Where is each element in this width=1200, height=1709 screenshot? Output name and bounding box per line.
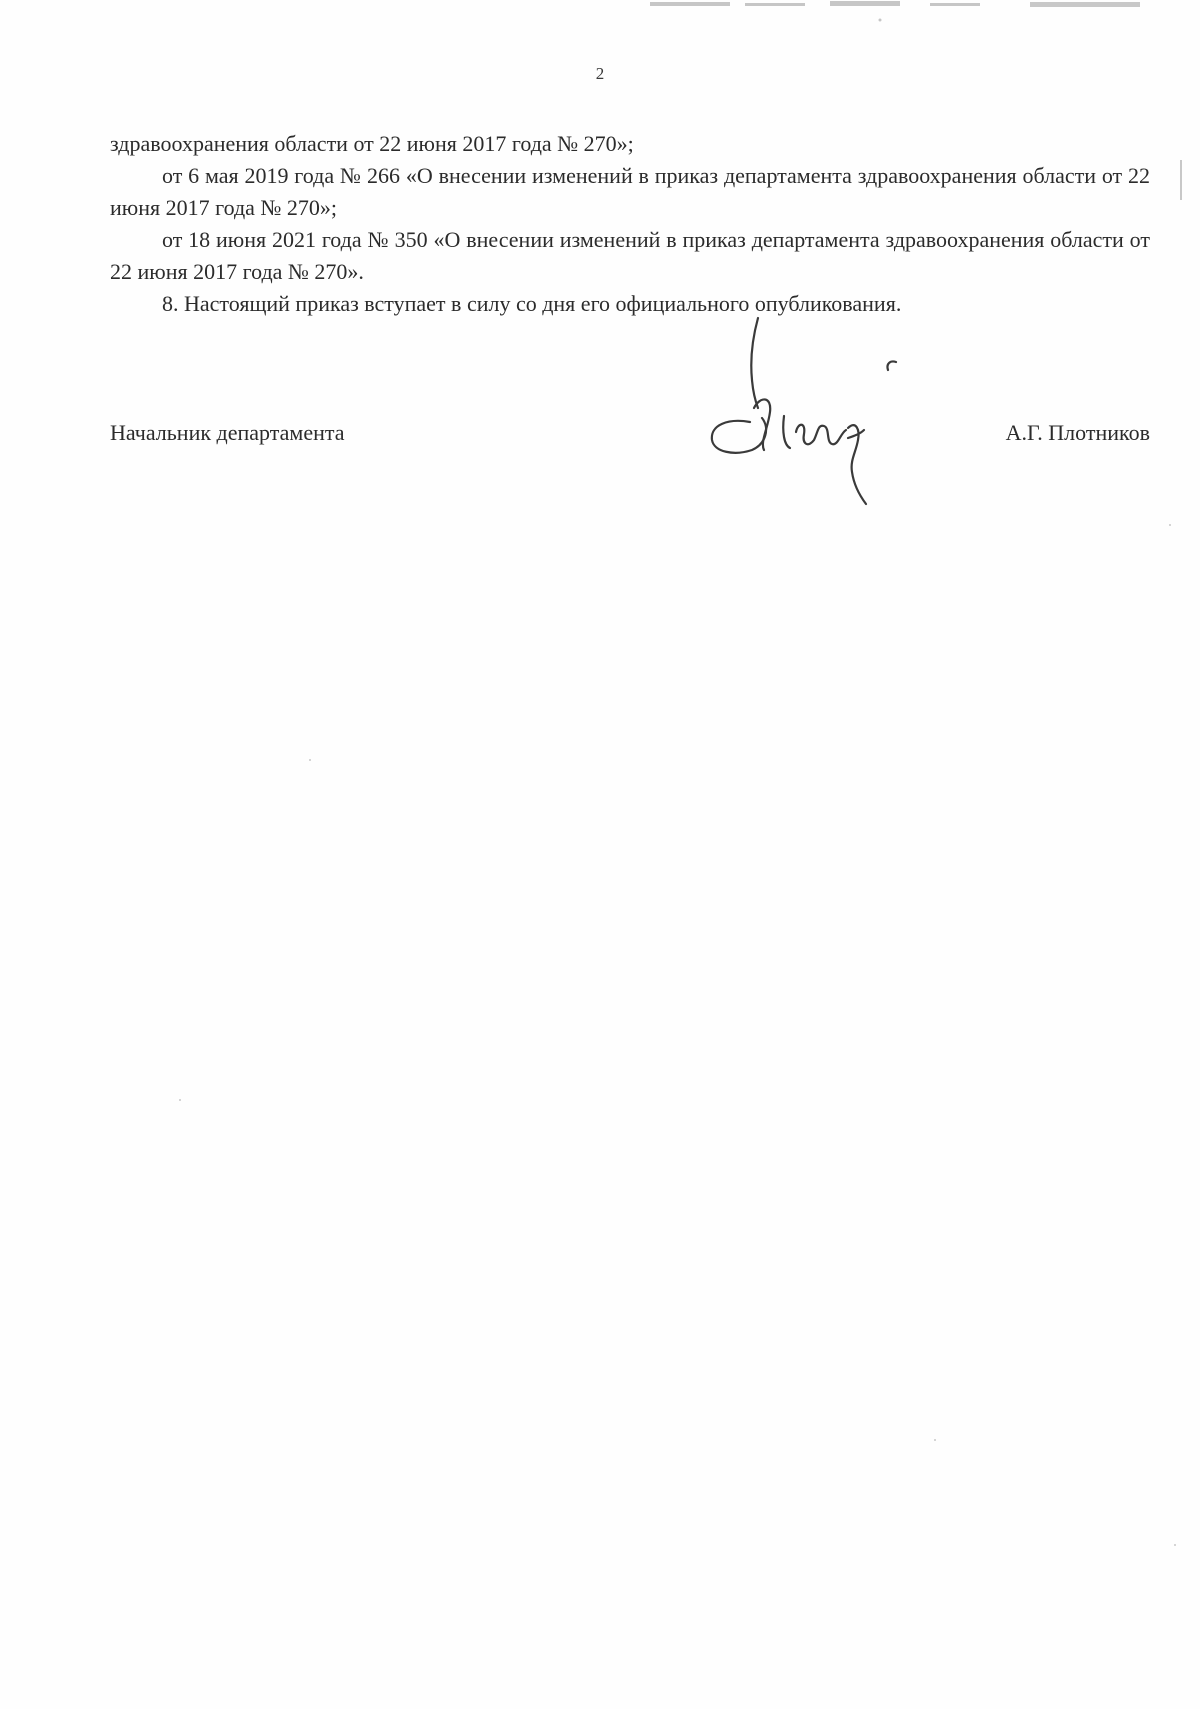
document-body — [110, 128, 1150, 320]
paragraph-order-2019: от 6 мая 2019 года № 266 «О внесении изменений в приказ департамента здравоохранения области от 22 июня 2017 года № 270»; — [110, 163, 1150, 220]
paragraph-item-8: 8. Настоящий приказ вступает в силу со дня его официального опубликования. — [162, 291, 902, 316]
signer-name: А.Г. Плотников — [1005, 420, 1150, 445]
signature-block — [110, 420, 1150, 460]
signer-role: Начальник департамента — [110, 420, 345, 445]
paragraph-order-2021: от 18 июня 2021 года № 350 «О внесении изменений в приказ департамента здравоохранения области от 22 июня 2017 года № 270». — [110, 227, 1150, 284]
page-number: 2 — [595, 64, 605, 83]
paragraph-continuation: здравоохранения области от 22 июня 2017 года № 270»; — [110, 131, 634, 156]
